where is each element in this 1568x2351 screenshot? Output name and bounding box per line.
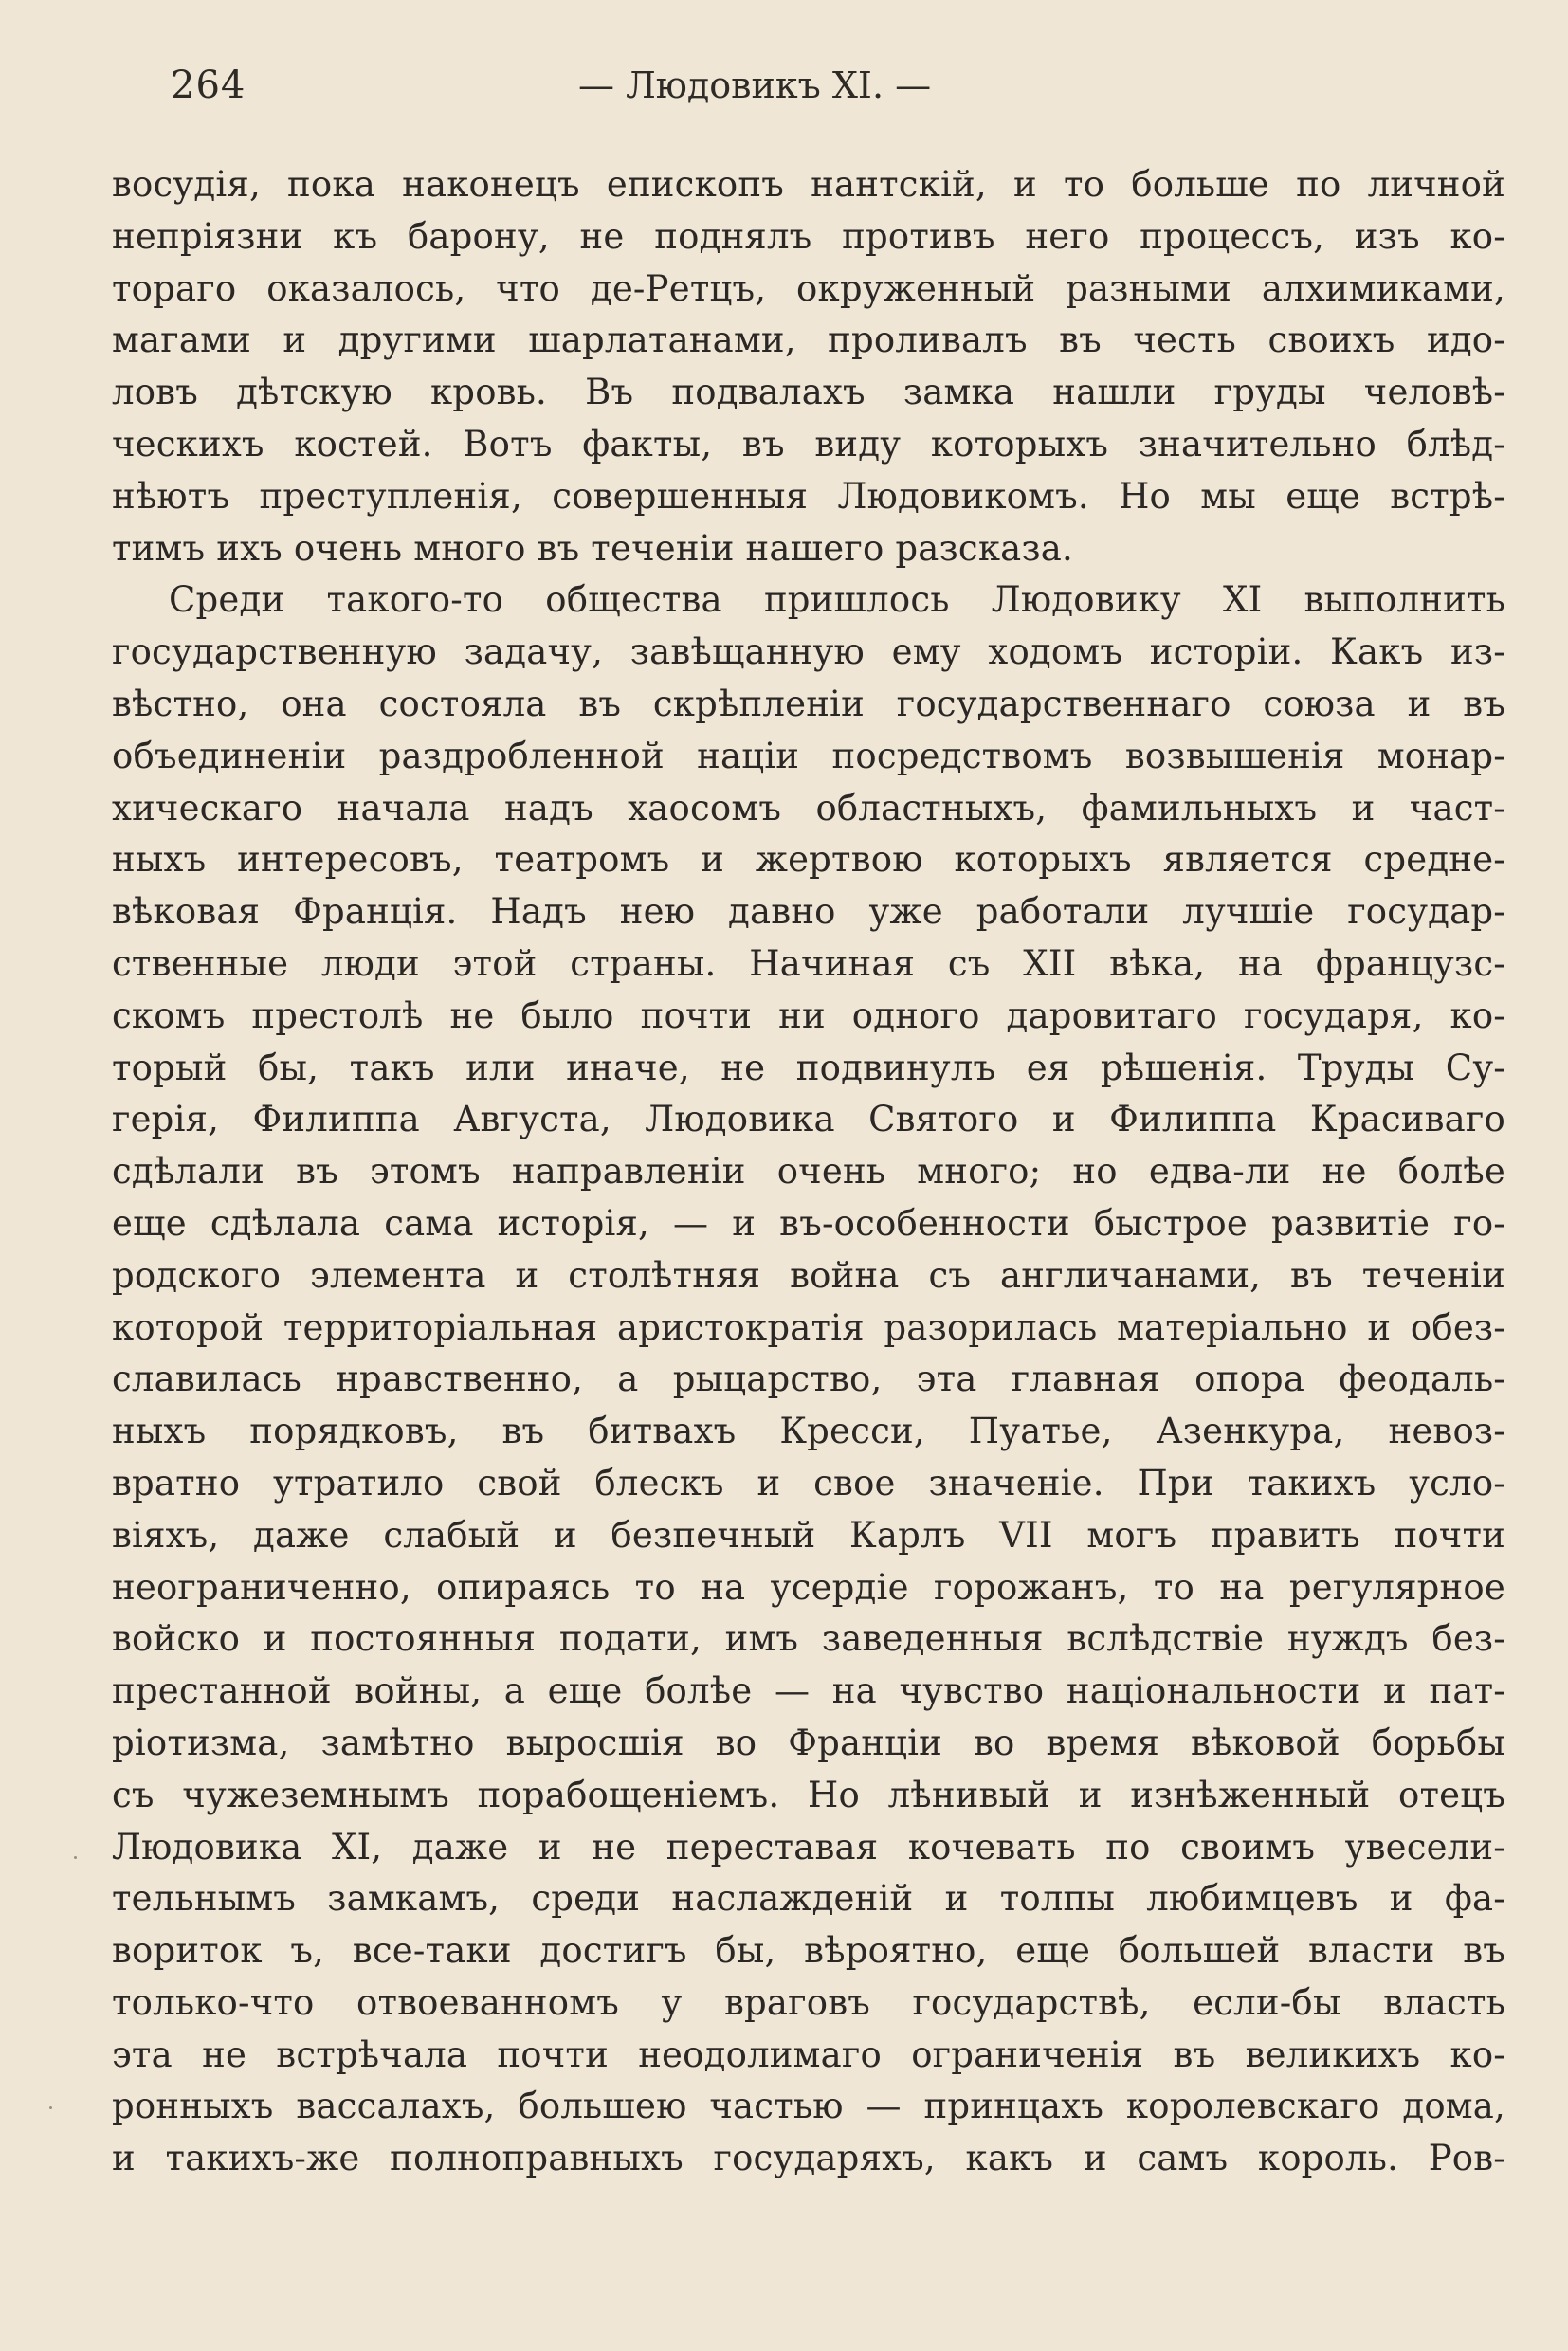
text-line: объединеніи раздробленной націи посредствомъ возвышенія монар- <box>112 735 1505 776</box>
paragraph-1 <box>112 159 1505 574</box>
text-line: ныхъ интересовъ, театромъ и жертвою которыхъ является средне- <box>112 839 1505 881</box>
text-line: тельнымъ замкамъ, среди наслажденій и толпы любимцевъ и фа- <box>112 1878 1505 1920</box>
text-line: Среди такого-то общества пришлось Людовику XI выполнить <box>169 579 1505 621</box>
text-line: вѣстно, она состояла въ скрѣпленіи государственнаго союза и въ <box>112 683 1505 724</box>
text-line: Людовика XI, даже и не переставая кочевать по своимъ увесели- <box>112 1826 1505 1868</box>
text-line: тораго оказалось, что де-Ретцъ, окруженный разными алхимиками, <box>112 267 1505 309</box>
text-line: еще сдѣлала сама исторія, — и въ-особенности быстрое развитіе го- <box>112 1202 1505 1244</box>
text-line: государственную задачу, завѣщанную ему ходомъ исторіи. Какъ из- <box>112 631 1505 673</box>
text-line: магами и другими шарлатанами, проливалъ въ честь своихъ идо- <box>112 319 1505 361</box>
text-line: ческихъ костей. Вотъ факты, въ виду которыхъ значительно блѣд- <box>112 423 1505 465</box>
running-head <box>171 57 1062 114</box>
text-line: которой территоріальная аристократія разорилась матеріально и обез- <box>112 1306 1505 1348</box>
text-line: славилась нравственно, а рыцарство, эта главная опора феодаль- <box>112 1358 1505 1400</box>
text-line: віяхъ, даже слабый и безпечный Карлъ VII могъ править почти <box>112 1514 1505 1556</box>
text-line: ственные люди этой страны. Начиная съ XII вѣка, на французс- <box>112 942 1505 984</box>
text-line: и такихъ-же полноправныхъ государяхъ, какъ и самъ король. Ров- <box>112 2138 1505 2179</box>
text-line: сдѣлали въ этомъ направленіи очень много; но едва-ли не болѣе <box>112 1151 1505 1193</box>
text-line: ронныхъ вассалахъ, большею частью — принцахъ королевскаго дома, <box>112 2086 1505 2127</box>
text-line: восудія, пока наконецъ епископъ нантскій, и то больше по личной <box>112 164 1505 205</box>
text-line: торый бы, такъ или иначе, не подвинулъ ея рѣшенія. Труды Су- <box>112 1047 1505 1088</box>
text-line: вориток ъ, все-таки достигъ бы, вѣроятно, еще большей власти въ <box>112 1930 1505 1972</box>
paper-speck <box>74 1856 77 1859</box>
text-line: тимъ ихъ очень много въ теченіи нашего разсказа. <box>112 527 1074 569</box>
text-line: войско и постоянныя подати, имъ заведенныя вслѣдствіе нуждъ без- <box>112 1618 1505 1660</box>
text-line: съ чужеземнымъ порабощеніемъ. Но лѣнивый и изнѣженный отецъ <box>112 1774 1505 1815</box>
text-line: ныхъ порядковъ, въ битвахъ Кресси, Пуатье, Азенкура, невоз- <box>112 1411 1505 1452</box>
page-number: 264 <box>171 64 246 107</box>
text-line: вѣковая Франція. Надъ нею давно уже работали лучшіе государ- <box>112 891 1505 933</box>
text-line: родского элемента и столѣтняя война съ англичанами, въ теченіи <box>112 1254 1505 1296</box>
text-line: ріотизма, замѣтно выросшія во Франціи во время вѣковой борьбы <box>112 1722 1505 1763</box>
running-title: — Людовикъ XI. — <box>578 64 932 106</box>
text-line: престанной войны, а еще болѣе — на чувство національности и пат- <box>112 1670 1505 1712</box>
body-text <box>112 159 1505 2185</box>
text-line: скомъ престолѣ не было почти ни одного даровитаго государя, ко- <box>112 994 1505 1036</box>
text-line: вратно утратило свой блескъ и свое значеніе. При такихъ усло- <box>112 1462 1505 1504</box>
paper-speck <box>49 2106 52 2109</box>
text-line: неограниченно, опираясь то на усердіе горожанъ, то на регулярное <box>112 1566 1505 1608</box>
text-line: нѣютъ преступленія, совершенныя Людовикомъ. Но мы еще встрѣ- <box>112 475 1505 517</box>
text-line: хическаго начала надъ хаосомъ областныхъ, фамильныхъ и част- <box>112 787 1505 829</box>
paragraph-2 <box>112 574 1505 2185</box>
text-line: эта не встрѣчала почти неодолимаго ограниченія въ великихъ ко- <box>112 2033 1505 2075</box>
text-line: герія, Филиппа Августа, Людовика Святого и Филиппа Красиваго <box>112 1099 1505 1140</box>
text-line: только-что отвоеванномъ у враговъ государствѣ, если-бы власть <box>112 1981 1505 2023</box>
text-line: непріязни къ барону, не поднялъ противъ него процессъ, изъ ко- <box>112 215 1505 257</box>
text-line: ловъ дѣтскую кровь. Въ подвалахъ замка нашли груды человѣ- <box>112 372 1505 413</box>
